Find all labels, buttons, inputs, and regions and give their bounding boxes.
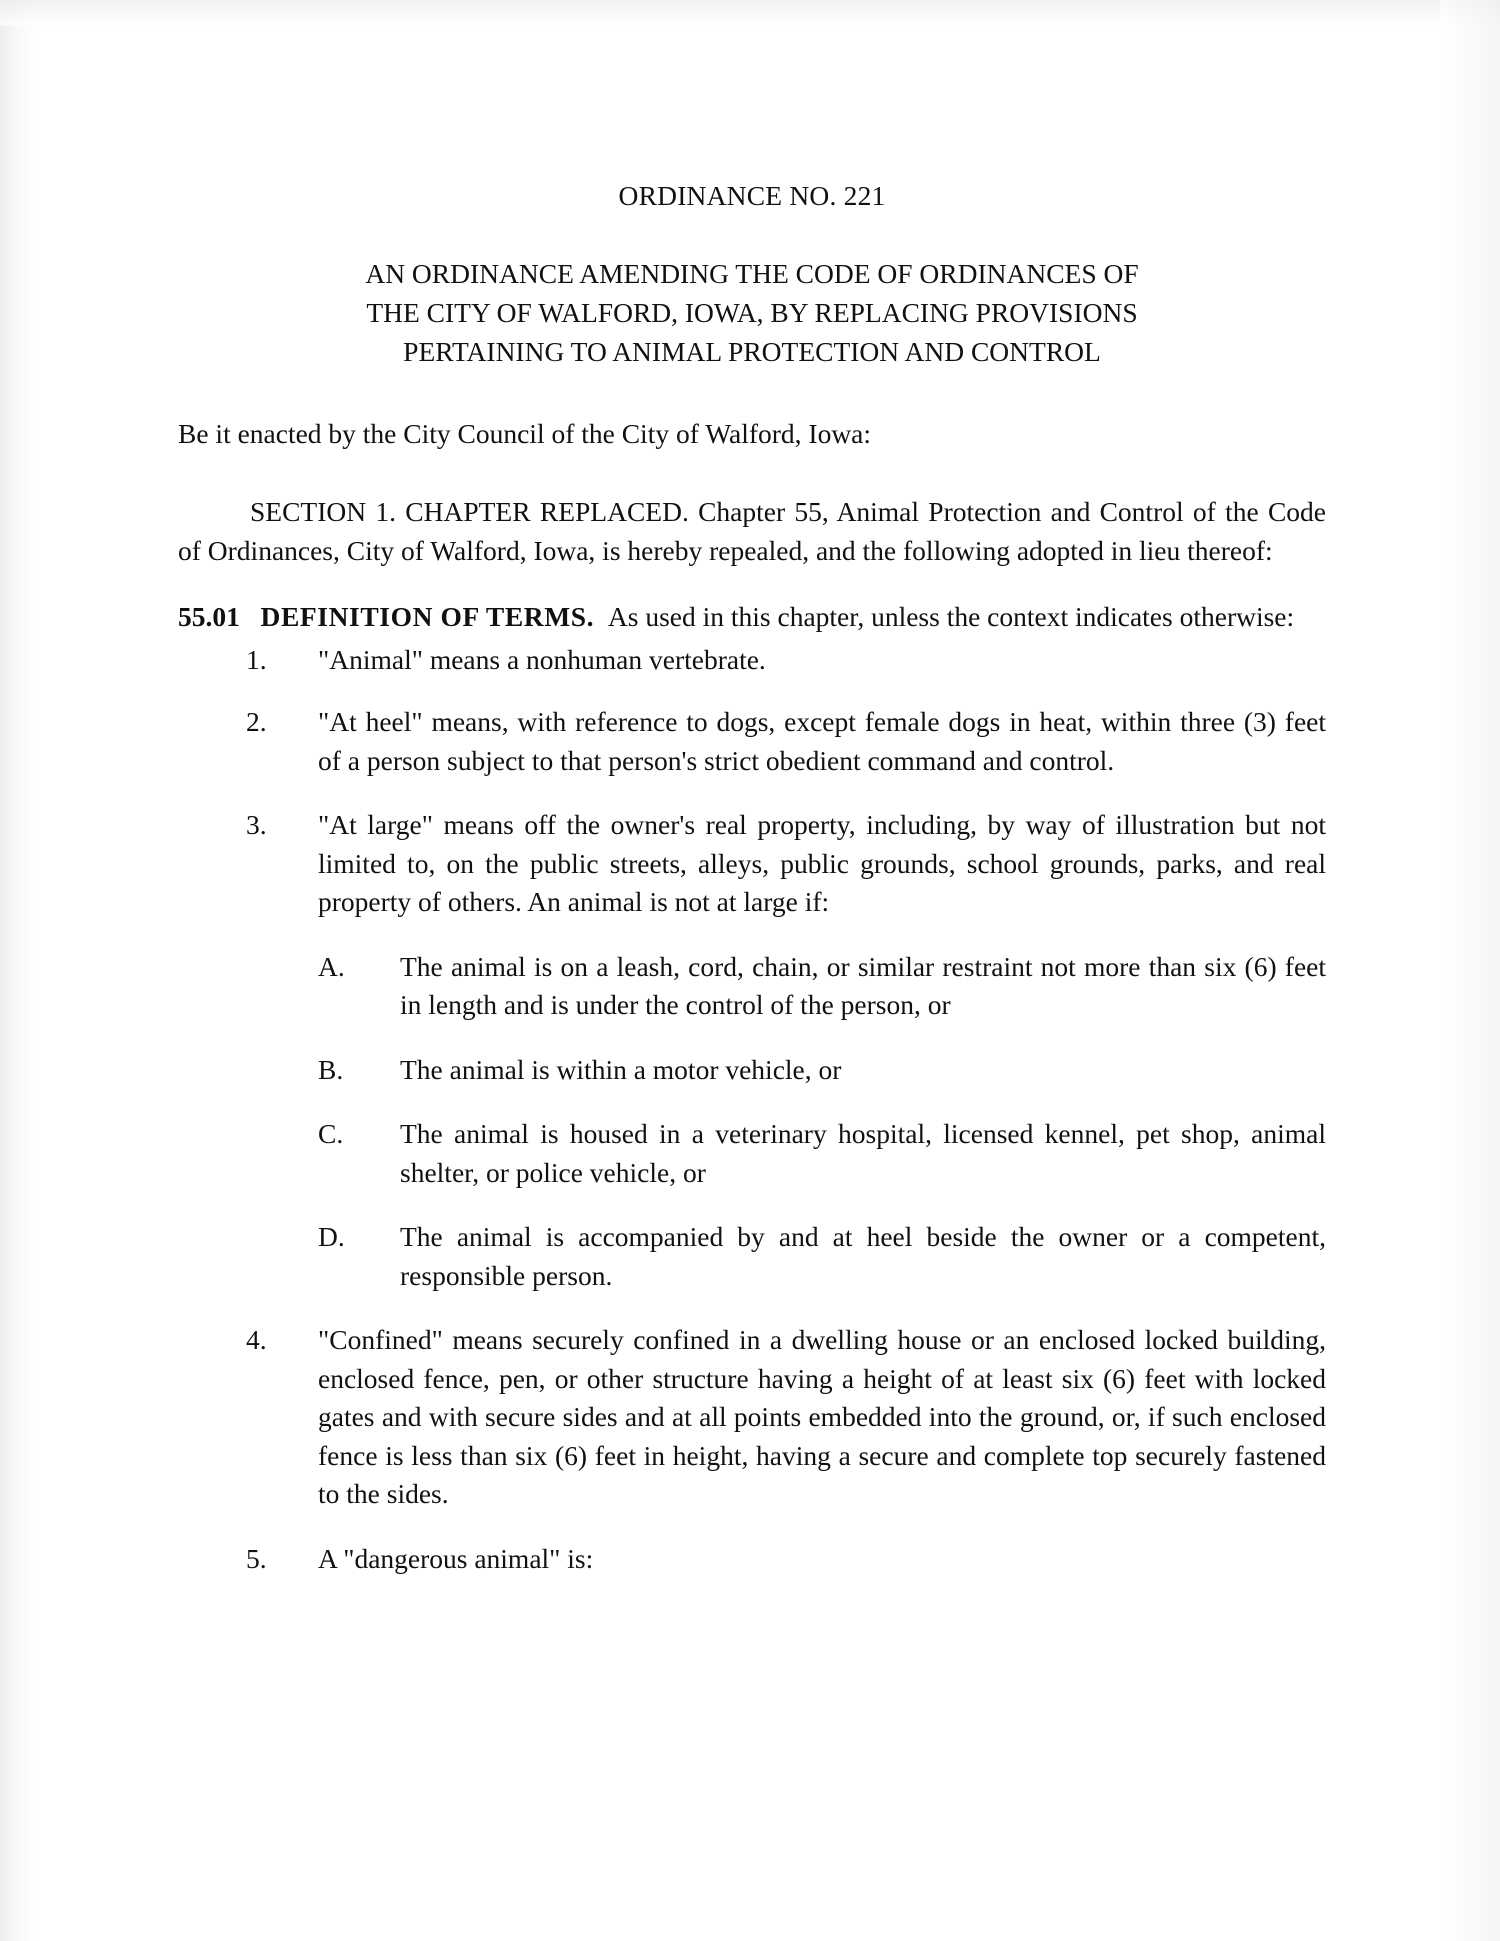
definition-item-3-sub-d-text: The animal is accompanied by and at heel beside the owner or a competent, responsible person. [400,1221,1326,1291]
definition-item-4-text: "Confined" means securely confined in a dwelling house or an enclosed locked building, enclosed fence, pen, or other structure having a height of at least six (6) feet with locked gates and with secure sides and at all points embedded into the ground, or, if such enclosed fence is less than six (6) feet in height, having a secure and complete top securely fastened to the sides. [318,1324,1326,1509]
section-1-paragraph: SECTION 1. CHAPTER REPLACED. Chapter 55, Animal Protection and Control of the Code of Ordinances, City of Walford, Iowa, is hereby repealed, and the following adopted in lieu thereof: [178,496,1326,566]
definition-item-1-text: "Animal" means a nonhuman vertebrate. [318,643,766,675]
definition-item-3-marker: 3. [246,809,267,840]
scan-edge-left [0,0,38,1941]
definition-item-3-sub-b-text: The animal is within a motor vehicle, or [400,1053,842,1085]
definition-item-3-sub-b-marker: B. [318,1053,344,1085]
section-label: DEFINITION OF TERMS. [260,601,595,632]
definition-item-3-sub-c-marker: C. [318,1118,344,1149]
ordinance-subtitle [178,254,1326,371]
definition-item-2 [178,703,1326,780]
definition-item-5-marker: 5. [246,1542,267,1574]
scan-edge-top [0,0,1500,26]
definition-item-4 [178,1321,1326,1514]
definition-item-3-sub-d-marker: D. [318,1221,345,1252]
ordinance-subtitle-line-2: THE CITY OF WALFORD, IOWA, BY REPLACING PROVISIONS [366,297,1138,328]
ordinance-subtitle-line-1: AN ORDINANCE AMENDING THE CODE OF ORDINANCES OF [365,258,1139,289]
definition-item-1-marker: 1. [246,643,267,675]
ordinance-subtitle-line-3: PERTAINING TO ANIMAL PROTECTION AND CONTROL [403,336,1101,367]
definition-item-3 [178,806,1326,922]
definition-item-3-sub-c-text: The animal is housed in a veterinary hospital, licensed kennel, pet shop, animal shelter, or police vehicle, or [400,1118,1326,1188]
enacting-clause: Be it enacted by the City Council of the City of Walford, Iowa: [178,418,872,449]
definition-item-2-text: "At heel" means, with reference to dogs, except female dogs in heat, within three (3) feet of a person subject to that person's strict obedient command and control. [318,706,1326,776]
definition-item-3-sub-c [178,1115,1326,1192]
definition-item-3-sub-a [178,948,1326,1025]
definition-item-3-sub-b [178,1051,1326,1090]
definition-item-3-sub-a-text: The animal is on a leash, cord, chain, or similar restraint not more than six (6) feet in length and is under the control of the person, or [400,950,1326,1020]
definition-item-3-sub-d [178,1218,1326,1295]
definition-item-3-text: "At large" means off the owner's real property, including, by way of illustration but not limited to, on the public streets, alleys, public grounds, school grounds, parks, and real property of others. An animal is not at large if: [318,809,1326,917]
document-body [178,180,1326,1604]
definition-item-1 [178,641,1326,680]
definition-item-3-sub-a-marker: A. [318,950,345,982]
definition-item-5 [178,1540,1326,1579]
section-number: 55.01 [178,601,240,632]
definition-item-2-marker: 2. [246,706,267,737]
scan-edge-right [1440,0,1500,1941]
section-55-01-heading [178,598,1326,637]
ordinance-title: ORDINANCE NO. 221 [618,180,886,211]
definition-item-5-text: A "dangerous animal" is: [318,1542,594,1574]
definition-item-4-marker: 4. [246,1324,267,1355]
section-lead-in: As used in this chapter, unless the context indicates otherwise: [607,601,1295,632]
